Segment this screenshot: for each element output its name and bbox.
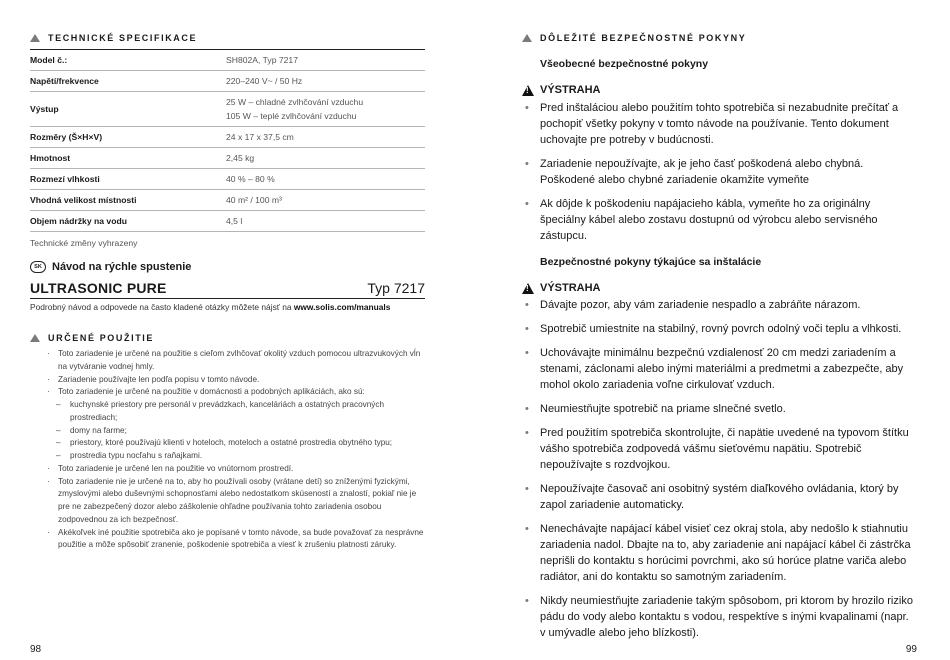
- bullet-marker: ·: [47, 476, 50, 486]
- list-item-text: prostredia typu nocľahu s raňajkami.: [70, 451, 203, 460]
- table-row: [30, 169, 425, 190]
- quick-start-heading: [30, 261, 425, 273]
- bullet-marker: ·: [47, 387, 50, 397]
- use-heading: [30, 333, 425, 343]
- list-item-text: Akékoľvek iné použitie spotrebiča ako je popísané v tomto návode, sa bude považovať za nesprávne použitie a môže spôsobiť zranenie, poškodenie spotrebiča a viesť k zrušeniu platnosti záruky.: [58, 527, 424, 550]
- list-item: [522, 297, 917, 313]
- list-item: [522, 593, 917, 641]
- dash-marker: –: [56, 438, 61, 448]
- list-item: [30, 527, 425, 553]
- use-heading-text: URČENÉ POUŽITIE: [48, 333, 155, 343]
- list-item: [30, 374, 425, 387]
- list-item-text: kuchynské priestory pre personál v prevádzkach, kanceláriách a ostatných pracovných prostrediach;: [70, 400, 385, 422]
- list-item: [522, 156, 917, 188]
- title-divider: [30, 298, 425, 299]
- spec-label: Výstup: [30, 92, 226, 127]
- manuals-link[interactable]: www.solis.com/manuals: [293, 302, 391, 312]
- bullet-icon: •: [525, 198, 529, 210]
- list-item: [522, 345, 917, 393]
- spec-value: 220–240 V~ / 50 Hz: [226, 71, 425, 92]
- spec-value: 4,5 l: [226, 211, 425, 232]
- spec-table: [30, 49, 425, 232]
- dash-marker: –: [56, 425, 61, 435]
- list-item-text: Uchovávajte minimálnu bezpečnú vzdialenosť 20 cm medzi zariadením a stenami, záclonami alebo inými materiálmi a predmetmi a zabezpečte, aby mohol okolo zariadenia voľne cirkulovať vzduch.: [540, 347, 904, 391]
- intended-use-list: [30, 348, 425, 552]
- table-row: [30, 148, 425, 169]
- list-item: [30, 463, 425, 476]
- install-safety-list: [522, 297, 917, 641]
- spec-label: Rozmezí vlhkosti: [30, 169, 226, 190]
- general-safety-title: Všeobecné bezpečnostné pokyny: [540, 58, 709, 70]
- general-safety-list: [522, 100, 917, 244]
- list-item: [522, 425, 917, 473]
- table-row: [30, 50, 425, 71]
- table-row: [30, 92, 425, 127]
- spec-value: SH802A, Typ 7217: [226, 50, 425, 71]
- spec-label: Rozměry (Š×H×V): [30, 127, 226, 148]
- list-item-text: Zariadenie používajte len podľa popisu v tomto návode.: [58, 374, 260, 384]
- list-subitem: [30, 450, 425, 463]
- spec-value: 2,45 kg: [226, 148, 425, 169]
- bullet-marker: ·: [47, 374, 50, 384]
- list-item-text: Toto zariadenie je určené len na použitie vo vnútornom prostredí.: [58, 463, 294, 473]
- dash-marker: –: [56, 451, 61, 460]
- product-type: Typ 7217: [367, 280, 425, 296]
- product-title-row: [30, 280, 425, 296]
- spec-heading-text: TECHNICKÉ SPECIFIKACE: [48, 33, 198, 43]
- triangle-icon: [30, 334, 40, 342]
- list-item-text: domy na farme;: [70, 425, 127, 435]
- install-safety-title: Bezpečnostné pokyny týkajúce sa inštalácie: [540, 256, 762, 268]
- bullet-icon: •: [525, 483, 529, 495]
- left-page: [30, 0, 425, 660]
- list-item: [30, 386, 425, 399]
- page-number-left: 98: [30, 644, 42, 655]
- safety-heading: [522, 33, 917, 43]
- warning-label-text: VÝSTRAHA: [540, 282, 601, 294]
- bullet-icon: •: [525, 347, 529, 359]
- list-item-text: Toto zariadenie je určené na použitie v domácnosti a podobných aplikáciách, ako sú:: [58, 387, 365, 397]
- product-title: ULTRASONIC PURE: [30, 280, 167, 296]
- list-item-text: Toto zariadenie nie je určené na to, aby ho používali osoby (vrátane detí) so zníženými fyzickými, zmyslovými alebo duševnými schopnosťami alebo nedostatkom skúseností a znalostí, pokiaľ nie je pre ne zabezpečený dozor alebo záškolenie ohľadne používania tohto zariadenia osobou zodpovednou za ich bezpečnosť.: [58, 476, 417, 524]
- table-row: [30, 71, 425, 92]
- spec-label: Objem nádržky na vodu: [30, 211, 226, 232]
- bullet-marker: ·: [47, 349, 50, 358]
- intro-text-body: Podrobný návod a odpovede na často kladené otázky môžete nájsť na: [30, 302, 294, 312]
- warning-label: [522, 282, 917, 294]
- list-subitem: [30, 425, 425, 438]
- list-item-text: Pred inštaláciou alebo použitím tohto spotrebiča si nezabudnite prečítať a pochopiť všetky pokyny v tomto návode na používanie. Tento dokument uchovajte pre potreby v budúcnosti.: [540, 102, 899, 146]
- spec-label: Hmotnost: [30, 148, 226, 169]
- list-subitem: [30, 437, 425, 450]
- warning-label: [522, 84, 917, 96]
- triangle-icon: [522, 34, 532, 42]
- list-item-text: priestory, ktoré používajú klienti v hoteloch, moteloch a ostatné prostredia obytného typu;: [70, 438, 393, 448]
- list-subitem: [30, 399, 425, 425]
- list-item-text: Toto zariadenie je určené na použitie s cieľom zvlhčovať okolitý vzduch pomocou ultrazvukových vĺn na vytváranie vodnej hmly.: [58, 349, 421, 371]
- spec-value-line: 105 W – teplé zvlhčování vzduchu: [226, 111, 357, 121]
- list-item-text: Ak dôjde k poškodeniu napájacieho kábla, vymeňte ho za originálny špeciálny kábel alebo zostavu dostupnú od výrobcu alebo servisného zástupcu.: [540, 198, 878, 242]
- bullet-icon: •: [525, 595, 529, 607]
- language-badge: SK: [30, 261, 46, 273]
- bullet-icon: •: [525, 158, 529, 170]
- spec-value: 40 % – 80 %: [226, 169, 425, 190]
- warning-icon: !: [522, 85, 534, 96]
- list-item-text: Pred použitím spotrebiča skontrolujte, či napätie uvedené na typovom štítku vášho spotrebiča zodpovedá vášmu sieťovému napätiu. Spotrebič nepoužívajte s rozdvojkou.: [540, 427, 909, 471]
- quick-start-title: Návod na rýchle spustenie: [52, 261, 192, 273]
- list-item: [522, 521, 917, 585]
- bullet-marker: ·: [47, 463, 50, 473]
- table-row: [30, 127, 425, 148]
- triangle-icon: [30, 34, 40, 42]
- spec-value: 24 x 17 x 37,5 cm: [226, 127, 425, 148]
- spec-value: 40 m² / 100 m³: [226, 190, 425, 211]
- spec-heading: [30, 33, 425, 43]
- list-item: [522, 401, 917, 417]
- list-item-text: Zariadenie nepoužívajte, ak je jeho časť poškodená alebo chybná. Poškodené alebo chybné zariadenie okamžite vymeňte: [540, 158, 864, 186]
- warning-label-text: VÝSTRAHA: [540, 84, 601, 96]
- spec-value: [226, 92, 425, 127]
- spec-label: Napětí/frekvence: [30, 71, 226, 92]
- list-item-text: Nikdy neumiestňujte zariadenie takým spôsobom, pri ktorom by hrozilo riziko pádu do vody alebo kontaktu s vodou, respektíve s inými kvapalinami (napr. v umývadle alebo jeho blízkosti).: [540, 595, 913, 639]
- tech-note: Technické změny vyhrazeny: [30, 238, 138, 248]
- list-item: [30, 348, 425, 374]
- list-item: [522, 321, 917, 337]
- bullet-icon: •: [525, 323, 529, 335]
- bullet-icon: •: [525, 523, 529, 535]
- list-item: [30, 476, 425, 527]
- page-number-right: 99: [905, 644, 917, 655]
- list-item: [522, 100, 917, 148]
- bullet-icon: •: [525, 427, 529, 439]
- bullet-marker: ·: [47, 527, 50, 537]
- list-item-text: Nenechávajte napájací kábel visieť cez okraj stola, aby nedošlo k stiahnutiu zariadenia nadol. Dbajte na to, aby zariadenie ani napájací kábel či zástrčka neprišli do kontaktu s horúcimi povrchmi, ako sú horúce platne variča alebo radiátor, ani do kontaktu so samotným zariadením.: [540, 523, 911, 583]
- spec-label: Vhodná velikost místnosti: [30, 190, 226, 211]
- list-item-text: Spotrebič umiestnite na stabilný, rovný povrch odolný voči teplu a vlhkosti.: [540, 323, 902, 335]
- table-row: [30, 190, 425, 211]
- list-item-text: Neumiestňujte spotrebič na priame slnečné svetlo.: [540, 403, 786, 415]
- spec-value-line: 25 W – chladné zvlhčování vzduchu: [226, 97, 364, 107]
- safety-heading-text: DÔLEŽITÉ BEZPEČNOSTNÉ POKYNY: [540, 33, 747, 43]
- intro-text: [30, 302, 425, 312]
- table-row: [30, 211, 425, 232]
- list-item: [522, 481, 917, 513]
- list-item-text: Dávajte pozor, aby vám zariadenie nespadlo a zabráňte nárazom.: [540, 299, 861, 311]
- bullet-icon: •: [525, 403, 529, 415]
- warning-icon: !: [522, 283, 534, 294]
- list-item-text: Nepoužívajte časovač ani osobitný systém diaľkového ovládania, ktorý by zapol zariadenie automaticky.: [540, 483, 899, 511]
- bullet-icon: •: [525, 299, 529, 311]
- spec-label: Model č.:: [30, 50, 226, 71]
- list-item: [522, 196, 917, 244]
- bullet-icon: •: [525, 102, 529, 114]
- right-page: [522, 0, 917, 660]
- dash-marker: –: [56, 400, 61, 409]
